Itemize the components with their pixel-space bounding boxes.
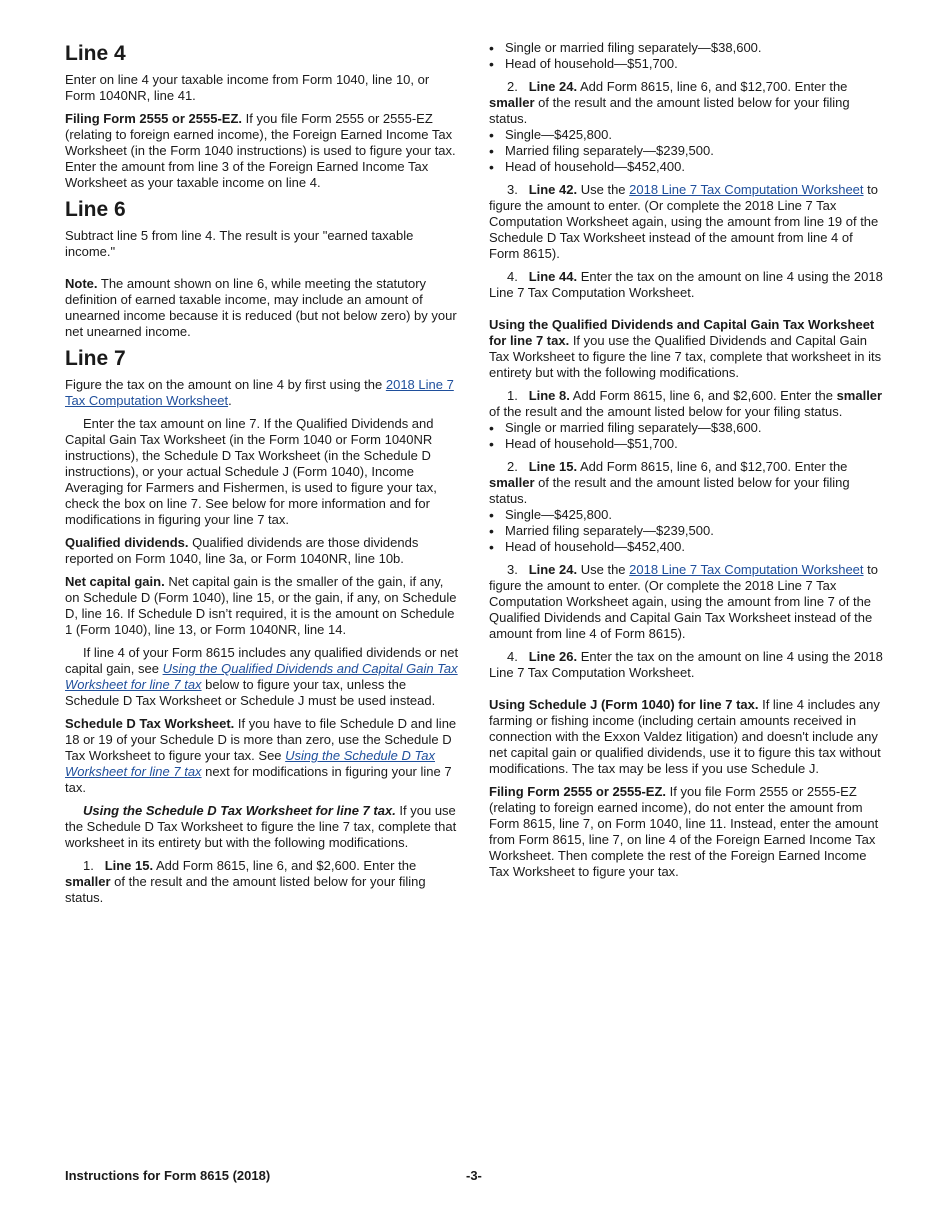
item-number: 1. — [83, 858, 94, 873]
item-bold: smaller — [489, 475, 535, 490]
item-title: Line 8. — [528, 388, 570, 403]
item-title: Line 24. — [528, 79, 578, 94]
item-number: 3. — [507, 182, 518, 197]
line4-heading: Line 4 — [65, 42, 126, 65]
line7-paragraph-2: Enter the tax amount on line 7. If the Qualified Dividends and Capital Gain Tax Worksheet (in the Form 1040 or Form 1040NR instructions), the Schedule D Tax Worksheet (in the Schedule D instructions), or your actual Schedule J (Form 1040), Income Averaging for Farmers and Fishermen, is used to figure your tax, check the box on line 7. See below for more information and for modifications in figuring your line 7 tax. — [65, 416, 437, 527]
using-schedule-d-paragraph — [65, 803, 461, 851]
schedule-d-text-a: If you have to file Schedule D and line 18 or 19 of your Schedule D is more than zero, use the Schedule D Tax Worksheet to figure your tax. See — [65, 716, 457, 763]
worksheet-link[interactable]: 2018 Line 7 Tax Computation Worksheet — [629, 562, 864, 577]
list-item: • Married filing separately—$239,500. — [489, 523, 885, 539]
item-text-a: Add Form 8615, line 6, and $12,700. Enter the — [577, 459, 848, 474]
filing-2555-text-right: If you file Form 2555 or 2555-EZ (relating to foreign earned income), do not enter the amount from Form 8615, line 7, on Form 1040, line 11. Instead, enter the amount from Form 8615, line 7, on line 4 of the Foreign Earned Income Tax Worksheet. Then complete the rest of the Foreign Earned Income Tax Worksheet to figure your tax. — [489, 784, 879, 879]
footer-title: Instructions for Form 8615 (2018) — [65, 1168, 271, 1183]
schedule-j-title: Using Schedule J (Form 1040) for line 7 tax. — [489, 697, 759, 712]
sd-item-3 — [489, 182, 885, 262]
qdcg-item-4 — [489, 649, 885, 681]
list-item: • Single or married filing separately—$38,600. — [489, 420, 885, 436]
schedule-j-text: If line 4 includes any farming or fishing income (including certain amounts received in connection with the Exxon Valdez litigation) and doesn't include any net capital gain or qualified dividends, use it to figure this tax without modifications. The tax may be less if you use Schedule J. — [489, 697, 881, 776]
line7-heading: Line 7 — [65, 347, 126, 370]
list-item: • Head of household—$51,700. — [489, 436, 885, 452]
filing-2555-title: Filing Form 2555 or 2555-EZ. — [65, 111, 242, 126]
qdcg-paragraph — [489, 317, 885, 381]
ncg-text-b: below to figure your tax, unless the Schedule D Tax Worksheet or Schedule J must be used instead. — [65, 677, 436, 708]
line4-paragraph: Enter on line 4 your taxable income from Form 1040, line 10, or Form 1040NR, line 41. — [65, 72, 430, 103]
item-number: 2. — [507, 459, 518, 474]
item-number: 4. — [507, 269, 518, 284]
list-item: • Single—$425,800. — [489, 507, 885, 523]
ncg-text-a: If line 4 of your Form 8615 includes any qualified dividends or net capital gain, see — [65, 645, 459, 676]
item-bold: smaller — [65, 874, 111, 889]
qdcg-item-2 — [489, 459, 885, 507]
net-capital-gain-text: Net capital gain is the smaller of the gain, if any, on Schedule D (Form 1040), line 15, or the gain, if any, on Schedule D, line 16. If Schedule D isn’t required, it is the amount on Schedule 1 (Form 1040), line 13, or Form 1040NR, line 14. — [65, 574, 457, 637]
item-text-b: of the result and the amount listed below for your filing status. — [65, 874, 426, 905]
sd-item-4 — [489, 269, 885, 301]
sd-item-1 — [65, 858, 461, 906]
item-text-b: of the result and the amount listed below for your filing status. — [489, 404, 843, 419]
item-number: 2. — [507, 79, 518, 94]
bullet-list-d — [489, 507, 885, 555]
filing-2555-title-right: Filing Form 2555 or 2555-EZ. — [489, 784, 666, 799]
qdcg-item-3 — [489, 562, 885, 642]
note-paragraph — [65, 276, 461, 340]
using-schedule-d-title: Using the Schedule D Tax Worksheet for line 7 tax. — [83, 803, 396, 818]
bullet-list-b — [489, 127, 885, 175]
item-title: Line 24. — [528, 562, 578, 577]
net-capital-gain-title: Net capital gain. — [65, 574, 165, 589]
list-item: • Single—$425,800. — [489, 127, 885, 143]
item-text-b: of the result and the amount listed below for your filing status. — [489, 95, 850, 126]
schedule-d-text-b: next for modifications in figuring your line 7 tax. — [65, 764, 452, 795]
list-item: • Head of household—$51,700. — [489, 56, 885, 72]
item-title: Line 44. — [528, 269, 578, 284]
item-text-a: Use the — [577, 182, 630, 197]
schedule-d-paragraph — [65, 716, 461, 796]
item-text: Enter the tax on the amount on line 4 using the 2018 Line 7 Tax Computation Worksheet. — [489, 269, 883, 300]
filing-2555-paragraph — [65, 111, 461, 191]
line7-period: . — [228, 393, 232, 408]
list-item: • Single or married filing separately—$38,600. — [489, 40, 885, 56]
qdcg-worksheet-link[interactable]: Using the Qualified Dividends and Capital Gain Tax Worksheet for line 7 tax — [65, 661, 458, 692]
item-bold: smaller — [836, 388, 883, 403]
item-title: Line 42. — [528, 182, 578, 197]
right-column — [489, 40, 885, 887]
bullet-list-a — [489, 40, 885, 72]
using-schedule-d-text: If you use the Schedule D Tax Worksheet to figure the line 7 tax, complete that worksheet in its entirety but with the following modifications. — [65, 803, 457, 850]
qualified-dividends-paragraph — [65, 535, 461, 567]
net-capital-gain-paragraph-2 — [65, 645, 461, 709]
item-title: Line 26. — [528, 649, 578, 664]
item-text-a: Add Form 8615, line 6, and $12,700. Enter the — [577, 79, 848, 94]
item-text-a: Add Form 8615, line 6, and $2,600. Enter the — [153, 858, 417, 873]
schedule-d-title: Schedule D Tax Worksheet. — [65, 716, 235, 731]
item-number: 1. — [507, 388, 518, 403]
line6-heading: Line 6 — [65, 198, 126, 221]
qualified-dividends-title: Qualified dividends. — [65, 535, 189, 550]
page-number: -3- — [466, 1168, 482, 1183]
line6-paragraph: Subtract line 5 from line 4. The result is your "earned taxable income." — [65, 228, 414, 259]
note-title: Note. — [65, 276, 98, 291]
list-item: • Head of household—$452,400. — [489, 539, 885, 555]
sd-item-2 — [489, 79, 885, 127]
item-bold: smaller — [489, 95, 535, 110]
item-text-b: to figure the amount to enter. (Or complete the 2018 Line 7 Tax Computation Worksheet again, using the amount from line 19 of the Schedule D Tax Worksheet instead of the amount from line 4 of Form 8615). — [489, 182, 879, 261]
item-number: 4. — [507, 649, 518, 664]
item-title: Line 15. — [528, 459, 578, 474]
bullet-list-c — [489, 420, 885, 452]
list-item: • Head of household—$452,400. — [489, 159, 885, 175]
item-text-b: of the result and the amount listed below for your filing status. — [489, 475, 850, 506]
left-column — [65, 40, 461, 906]
schedule-j-paragraph — [489, 697, 885, 777]
filing-2555-text: If you file Form 2555 or 2555-EZ (relating to foreign earned income), the Foreign Earned Income Tax Worksheet (in the Form 1040 instructions) is used to figure your tax. Enter the amount from line 3 of the Foreign Earned Income Tax Worksheet as your taxable income on line 4. — [65, 111, 456, 190]
item-text-b: to figure the amount to enter. (Or complete the 2018 Line 7 Tax Computation Worksheet again, using the amount from line 7 of the Qualified Dividends and Capital Gain Tax Worksheet instead of the amount from line 4 of Form 8615). — [489, 562, 878, 641]
qdcg-item-1 — [489, 388, 885, 420]
item-text-a: Add Form 8615, line 6, and $2,600. Enter the — [569, 388, 837, 403]
qdcg-title: Using the Qualified Dividends and Capital Gain Tax Worksheet for line 7 tax. — [489, 317, 875, 348]
item-text: Enter the tax on the amount on line 4 using the 2018 Line 7 Tax Computation Worksheet. — [489, 649, 883, 680]
note-text: The amount shown on line 6, while meeting the statutory definition of earned taxable income, may include an amount of unearned income because it is reduced (but not below zero) by your net unearned income. — [65, 276, 457, 339]
line7-paragraph-1 — [65, 377, 461, 409]
item-number: 3. — [507, 562, 518, 577]
worksheet-link[interactable]: 2018 Line 7 Tax Computation Worksheet — [629, 182, 864, 197]
item-text-a: Use the — [577, 562, 630, 577]
qdcg-text: If you use the Qualified Dividends and Capital Gain Tax Worksheet to figure the line 7 tax, complete that worksheet in its entirety but with the following modifications. — [489, 333, 882, 380]
net-capital-gain-paragraph — [65, 574, 461, 638]
filing-2555-paragraph-right — [489, 784, 885, 880]
schedule-d-link[interactable]: Using the Schedule D Tax Worksheet for line 7 tax — [65, 748, 435, 779]
item-title: Line 15. — [104, 858, 154, 873]
line7-text: Figure the tax on the amount on line 4 by first using the — [65, 377, 386, 392]
qualified-dividends-text: Qualified dividends are those dividends reported on Form 1040, line 3a, or Form 1040NR, line 10b. — [65, 535, 419, 566]
list-item: • Married filing separately—$239,500. — [489, 143, 885, 159]
worksheet-link[interactable]: 2018 Line 7 Tax Computation Worksheet — [65, 377, 454, 408]
